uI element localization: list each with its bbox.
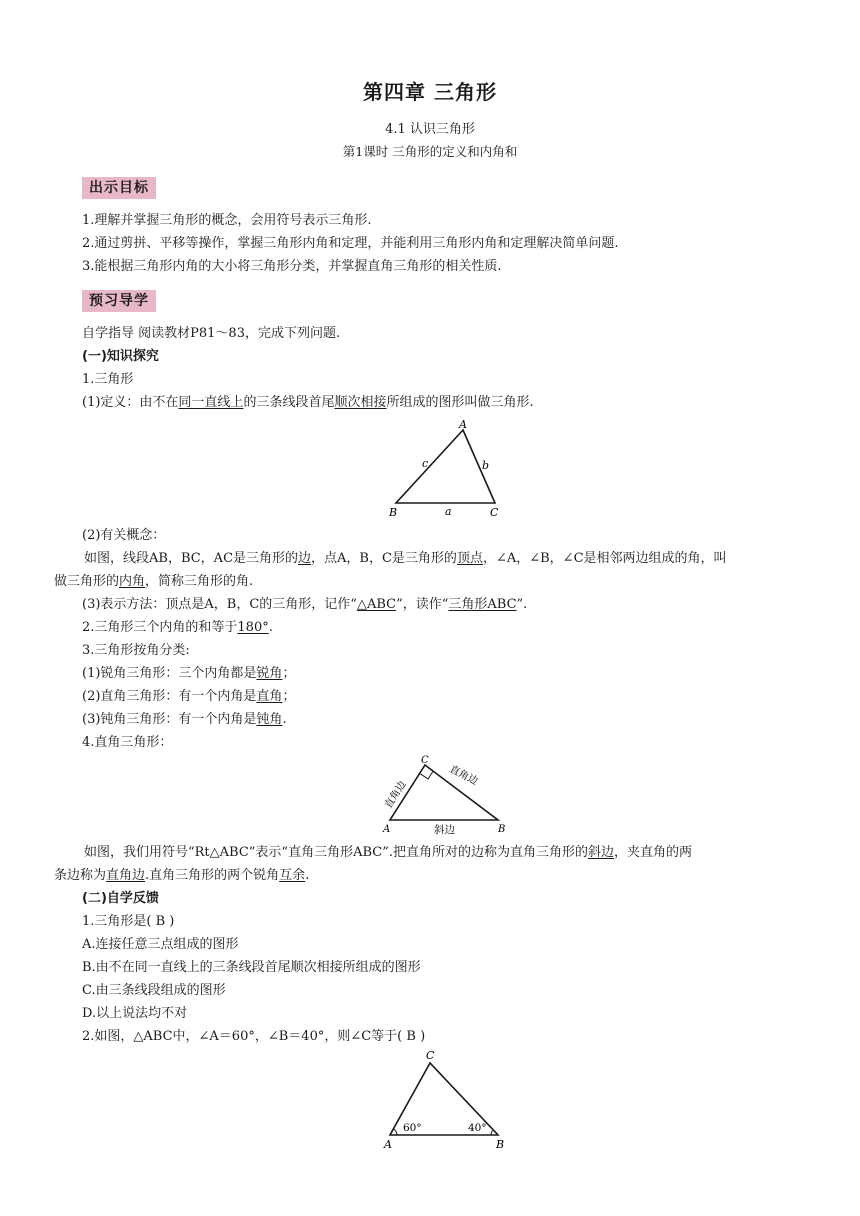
objectives-badge: 出示目标: [82, 177, 156, 199]
classify-item: (2)直角三角形：有一个内角是直角；: [82, 689, 296, 704]
triangle-figure: [380, 418, 510, 518]
vertex-label-a: A: [384, 1138, 392, 1151]
vertex-label-b: B: [389, 506, 398, 518]
question-option: C.由三条线段组成的图形: [82, 983, 226, 998]
question-option: D.以上说法均不对: [82, 1006, 188, 1021]
answer-blank: 直角: [256, 689, 283, 704]
vertex-label-a: A: [459, 418, 467, 431]
section-title: 4.1 认识三角形: [385, 122, 475, 137]
objective-item: 2.通过剪拼、平移等操作，掌握三角形内角和定理，并能利用三角形内角和定理解决简单问题.: [82, 236, 619, 251]
lesson-title: 第1课时 三角形的定义和内角和: [342, 144, 518, 159]
angle-label-b: 40°: [468, 1122, 487, 1134]
right-triangle-figure: [370, 752, 520, 836]
vertex-label-c: C: [421, 755, 429, 766]
question-option: A.连接任意三点组成的图形: [82, 937, 239, 952]
classify-heading: 3.三角形按角分类:: [82, 643, 190, 658]
vertex-label-c: C: [490, 506, 499, 518]
leg-label: 直角边: [447, 763, 480, 788]
concepts-heading: (2)有关概念：: [82, 528, 166, 543]
angle-label-a: 60°: [403, 1122, 422, 1134]
answer-blank: 边: [298, 551, 312, 566]
question-stem: 1.三角形是( B ): [82, 914, 175, 929]
triangle-angle-figure: [378, 1045, 518, 1153]
answer-blank: 内角: [119, 574, 146, 589]
side-label-a: a: [445, 505, 452, 518]
vertex-label-b: B: [498, 824, 506, 835]
answer-blank: 锐角: [256, 666, 283, 681]
angle-sum-line: 2.三角形三个内角的和等于180°.: [82, 620, 273, 635]
concepts-line: 做三角形的内角，简称三角形的角.: [54, 574, 254, 589]
objective-item: 3.能根据三角形内角的大小将三角形分类，并掌握直角三角形的相关性质.: [82, 259, 502, 274]
self-study-guide: 自学指导 阅读教材P81～83，完成下列问题.: [82, 326, 341, 341]
preview-badge: 预习导学: [82, 290, 156, 312]
concepts-line: 如图，线段AB，BC，AC是三角形的边，点A，B，C是三角形的顶点，∠A，∠B，∠C是相邻两边组成的角，叫: [84, 551, 727, 566]
vertex-label-c: C: [426, 1049, 435, 1062]
vertex-label-a: A: [383, 824, 391, 835]
question-option: B.由不在同一直线上的三条线段首尾顺次相接所组成的图形: [82, 960, 421, 975]
leg-label: 直角边: [383, 779, 409, 811]
answer-blank: 同一直线上: [178, 395, 244, 410]
vertex-label-b: B: [496, 1138, 505, 1151]
part2-heading: (二)自学反馈: [82, 891, 159, 906]
definition-line: (1)定义：由不在同一直线上的三条线段首尾顺次相接所组成的图形叫做三角形.: [82, 395, 534, 410]
answer-blank: 三角形ABC: [448, 597, 517, 612]
notation-line: (3)表示方法：顶点是A，B，C的三角形，记作“△ABC”，读作“三角形ABC”.: [82, 597, 528, 612]
answer-blank: 顺次相接: [334, 395, 387, 410]
right-triangle-text: 如图，我们用符号“Rt△ABC”表示“直角三角形ABC”.把直角所对的边称为直角三角形的斜边，夹直角的两: [84, 845, 693, 860]
classify-item: (3)钝角三角形：有一个内角是钝角.: [82, 712, 287, 727]
question-stem: 2.如图，△ABC中，∠A＝60°，∠B＝40°，则∠C等于( B ): [82, 1029, 426, 1044]
side-label-c: c: [422, 457, 429, 470]
right-triangle-text: 条边称为直角边.直角三角形的两个锐角互余.: [54, 868, 310, 883]
answer-blank: 直角边: [106, 868, 146, 883]
part1-heading: (一)知识探究: [82, 349, 159, 364]
triangle-heading: 1.三角形: [82, 372, 134, 387]
classify-item: (1)锐角三角形：三个内角都是锐角；: [82, 666, 296, 681]
objective-item: 1.理解并掌握三角形的概念，会用符号表示三角形.: [82, 213, 372, 228]
answer-blank: 顶点: [456, 551, 483, 566]
hypotenuse-label: 斜边: [434, 824, 455, 836]
answer-blank: 斜边: [588, 845, 615, 860]
answer-blank: 180°: [237, 620, 269, 635]
side-label-b: b: [482, 459, 490, 472]
right-triangle-heading: 4.直角三角形：: [82, 735, 173, 750]
answer-blank: △ABC: [356, 597, 397, 612]
answer-blank: 互余: [279, 868, 306, 883]
answer-blank: 钝角: [256, 712, 283, 727]
chapter-title: 第四章 三角形: [363, 80, 497, 104]
